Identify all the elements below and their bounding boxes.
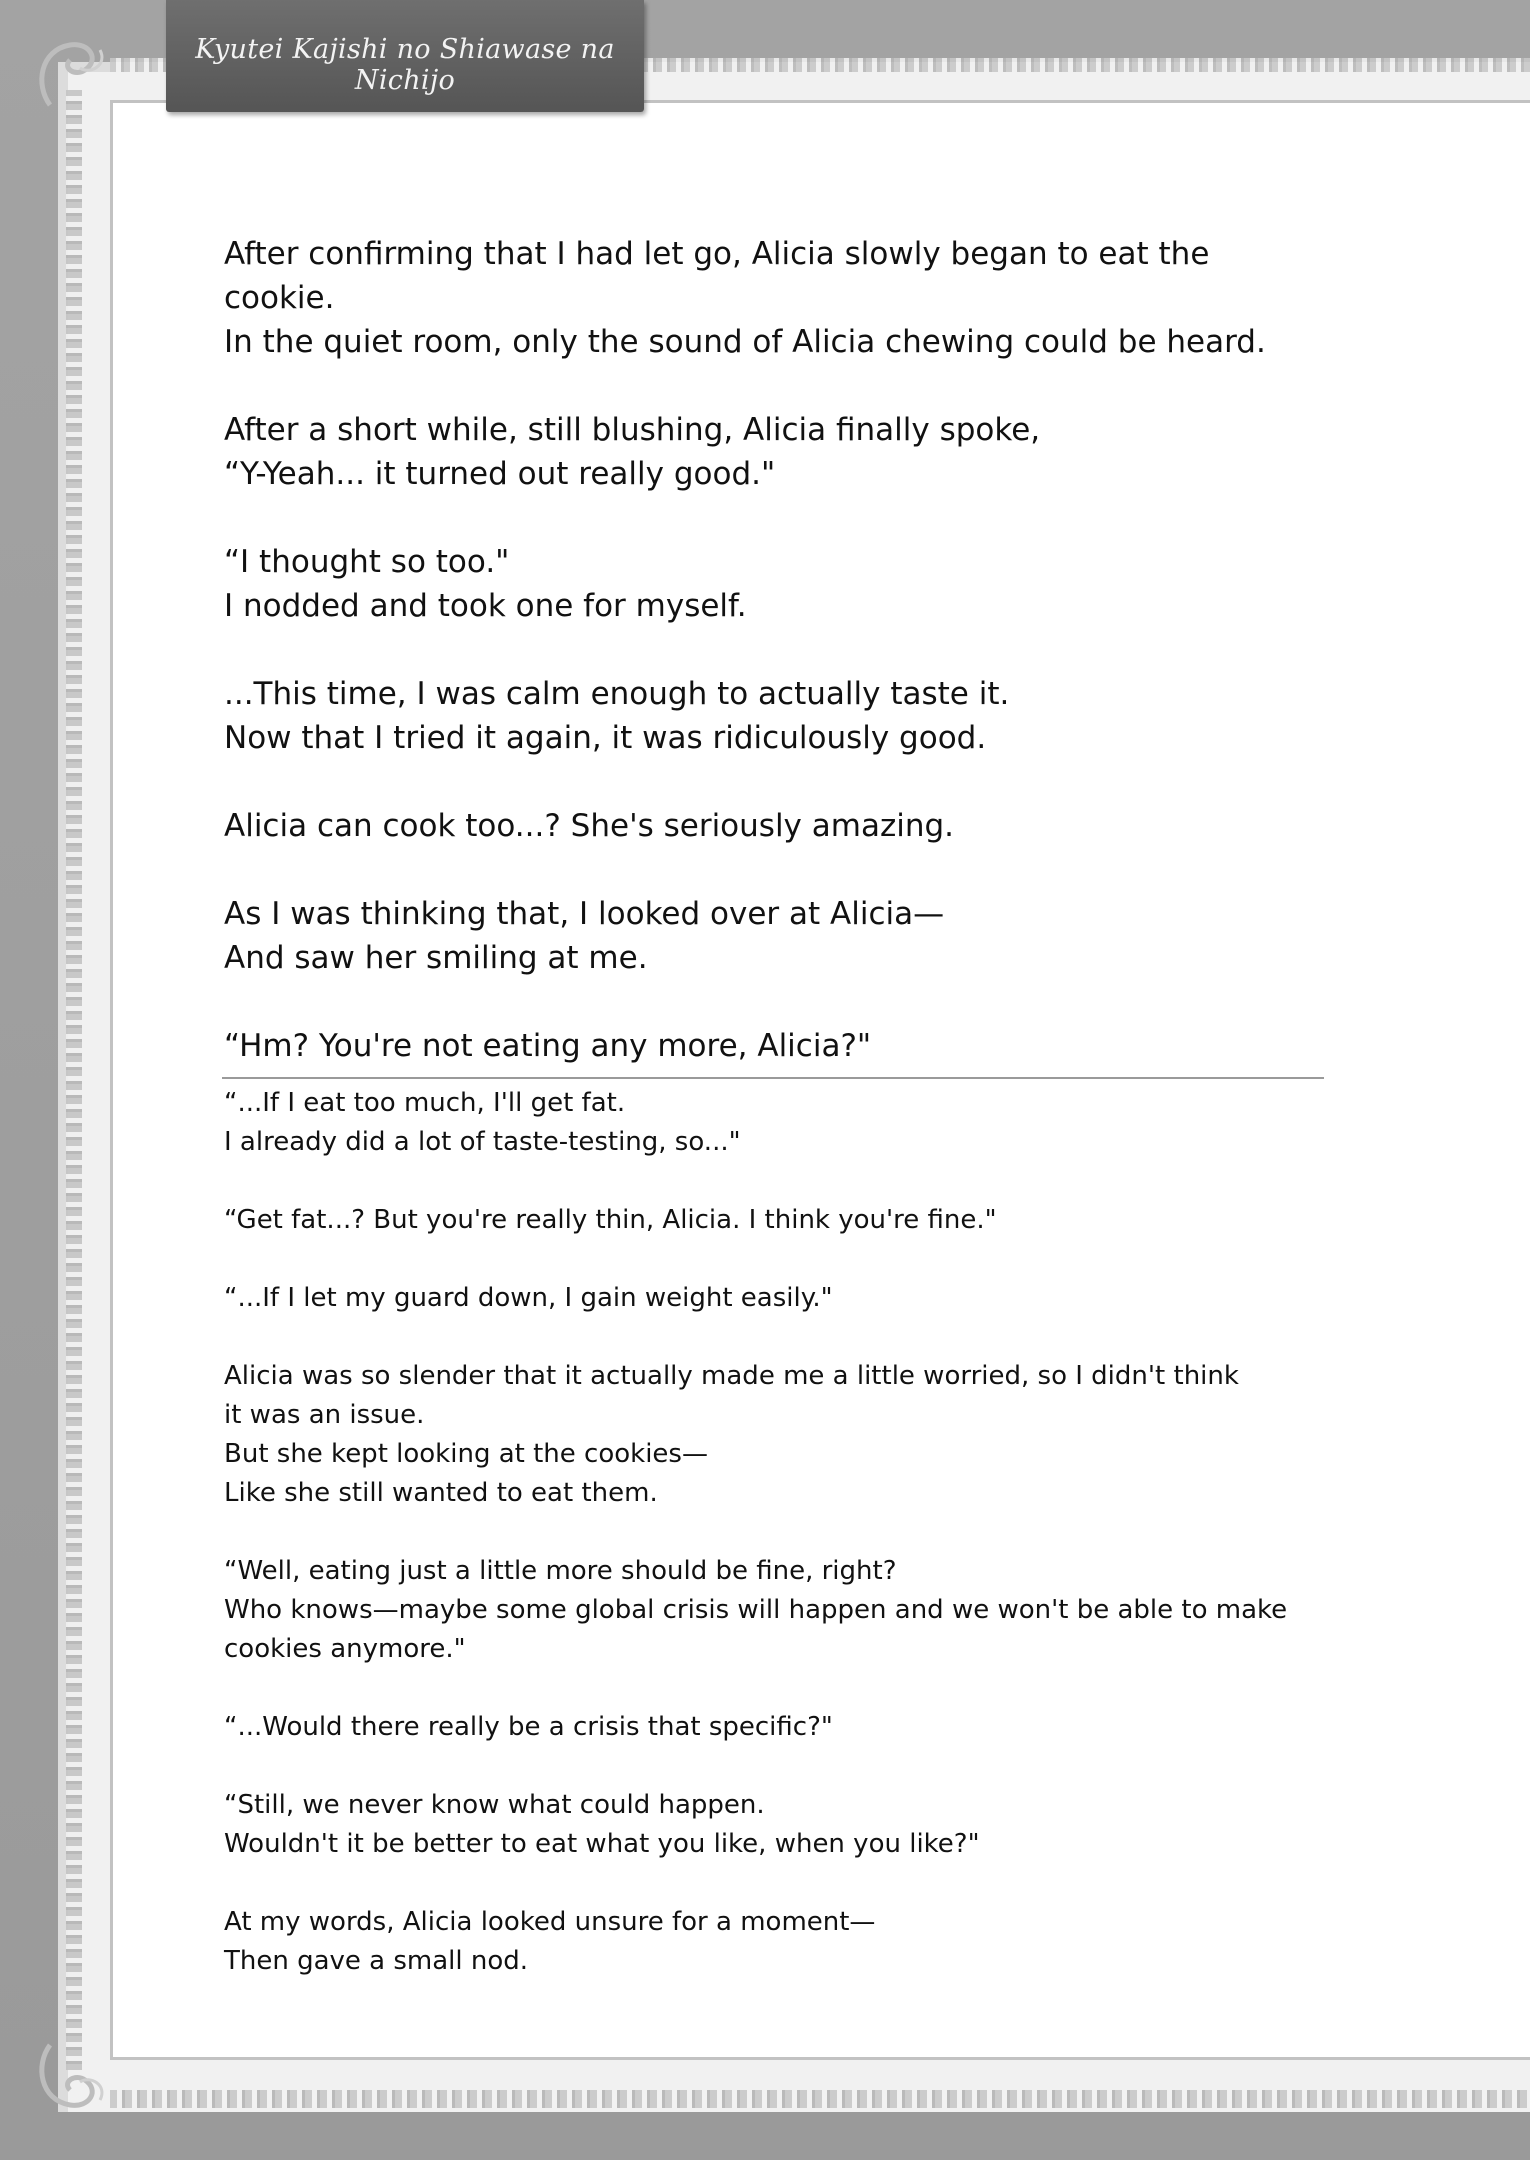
body-text-large bbox=[224, 232, 1344, 1068]
blank-line bbox=[224, 364, 1344, 408]
corner-ornament-bottom-icon bbox=[30, 2030, 120, 2120]
chapter-title-tab bbox=[166, 0, 644, 112]
blank-line bbox=[224, 1747, 1344, 1786]
text-line: Like she still wanted to eat them. bbox=[224, 1478, 658, 1508]
blank-line bbox=[224, 848, 1344, 892]
text-line: it was an issue. bbox=[224, 1400, 425, 1430]
text-line: “...If I let my guard down, I gain weight easily." bbox=[224, 1283, 833, 1313]
frame-rope-left bbox=[66, 90, 82, 2070]
text-line: Wouldn't it be better to eat what you like, when you like?" bbox=[224, 1829, 980, 1859]
text-line: After a short while, still blushing, Alicia finally spoke, bbox=[224, 412, 1041, 448]
blank-line bbox=[224, 1513, 1344, 1552]
text-line: As I was thinking that, I looked over at Alicia— bbox=[224, 896, 945, 932]
corner-ornament-icon bbox=[30, 30, 120, 120]
text-line: cookie. bbox=[224, 280, 335, 316]
book-title: Kyutei Kajishi no Shiawase na Nichijo bbox=[195, 34, 615, 96]
text-line: But she kept looking at the cookies— bbox=[224, 1439, 708, 1469]
blank-line bbox=[224, 1669, 1344, 1708]
text-line: And saw her smiling at me. bbox=[224, 940, 648, 976]
blank-line bbox=[224, 1162, 1344, 1201]
text-line: ...This time, I was calm enough to actually taste it. bbox=[224, 676, 1010, 712]
text-line: Then gave a small nod. bbox=[224, 1946, 529, 1976]
text-line: “...If I eat too much, I'll get fat. bbox=[224, 1088, 626, 1118]
text-line: I already did a lot of taste-testing, so..." bbox=[224, 1127, 741, 1157]
text-line: “Get fat...? But you're really thin, Alicia. I think you're fine." bbox=[224, 1205, 997, 1235]
text-line: Alicia was so slender that it actually made me a little worried, so I didn't think bbox=[224, 1361, 1239, 1391]
text-line: “Well, eating just a little more should be fine, right? bbox=[224, 1556, 897, 1586]
text-divider bbox=[222, 1077, 1324, 1079]
text-line: After confirming that I had let go, Alicia slowly began to eat the bbox=[224, 236, 1210, 272]
text-line: cookies anymore." bbox=[224, 1634, 466, 1664]
text-line: “...Would there really be a crisis that specific?" bbox=[224, 1712, 833, 1742]
text-line: Who knows—maybe some global crisis will happen and we won't be able to make bbox=[224, 1595, 1288, 1625]
text-line: “Hm? You're not eating any more, Alicia?" bbox=[224, 1028, 872, 1064]
text-line: At my words, Alicia looked unsure for a moment— bbox=[224, 1907, 876, 1937]
text-line: In the quiet room, only the sound of Alicia chewing could be heard. bbox=[224, 324, 1266, 360]
text-line: I nodded and took one for myself. bbox=[224, 588, 747, 624]
text-line: Alicia can cook too...? She's seriously amazing. bbox=[224, 808, 955, 844]
text-line: “Still, we never know what could happen. bbox=[224, 1790, 765, 1820]
text-line: Now that I tried it again, it was ridiculously good. bbox=[224, 720, 987, 756]
frame-rope-bottom bbox=[110, 2090, 1530, 2108]
text-line: “Y-Yeah... it turned out really good." bbox=[224, 456, 776, 492]
blank-line bbox=[224, 496, 1344, 540]
body-text-small bbox=[224, 1084, 1344, 1981]
text-line: “I thought so too." bbox=[224, 544, 510, 580]
blank-line bbox=[224, 628, 1344, 672]
blank-line bbox=[224, 1318, 1344, 1357]
blank-line bbox=[224, 1864, 1344, 1903]
blank-line bbox=[224, 760, 1344, 804]
blank-line bbox=[224, 980, 1344, 1024]
blank-line bbox=[224, 1240, 1344, 1279]
